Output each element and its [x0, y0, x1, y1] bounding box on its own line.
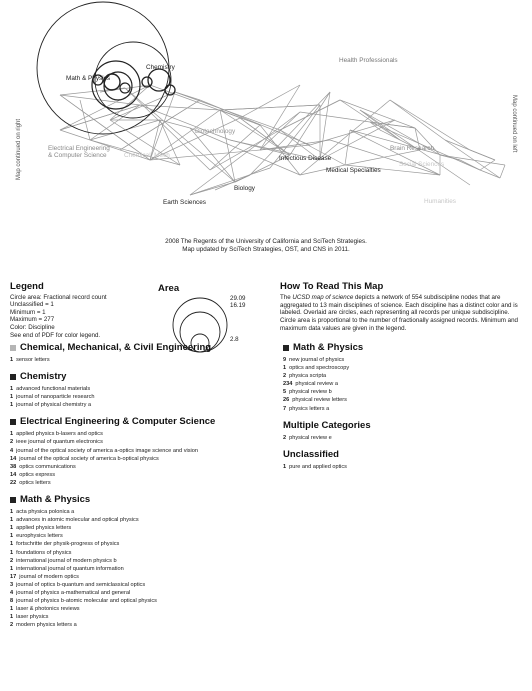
label-eecs-line1: Electrical Engineering [48, 145, 110, 152]
network-edge [320, 92, 330, 160]
journal-name: journal of physics b-atomic molecular and optical physics [16, 598, 157, 605]
network-edge [340, 100, 415, 128]
journal-count: 2 [10, 557, 14, 564]
discipline-section [10, 416, 270, 487]
journal-count: 1 [10, 386, 14, 393]
journal-item [283, 364, 523, 372]
journal-item [10, 393, 270, 401]
journal-item [283, 388, 523, 396]
journal-count: 1 [10, 549, 14, 556]
network-edge [290, 92, 330, 155]
journal-item [10, 549, 270, 557]
journal-item [10, 597, 270, 605]
journal-name: applied physics letters [16, 525, 72, 532]
science-map-network [0, 0, 532, 232]
discipline-title [283, 342, 523, 353]
discipline-title [10, 416, 270, 427]
howto-text [280, 294, 525, 333]
journal-item [10, 401, 270, 409]
legend-line: Unclassified = 1 [10, 301, 54, 309]
label-chemical-mech: Chemical, Mech [124, 152, 170, 159]
journal-name: journal of nanoparticle research [16, 394, 95, 401]
journal-item [10, 581, 270, 589]
network-edge [280, 100, 340, 130]
journal-count: 1 [10, 606, 14, 613]
area-value-min: 2.8 [230, 336, 239, 343]
journal-name: journal of physics a-mathematical and general [16, 589, 131, 596]
label-biology: Biology [234, 185, 255, 192]
journal-item [10, 516, 270, 524]
label-brain-research: Brain Research [390, 145, 435, 152]
area-scale [158, 283, 268, 343]
journal-name: physics letters a [289, 405, 330, 412]
journal-item [10, 540, 270, 548]
journal-item [10, 438, 270, 446]
label-math-physics: Math & Physics [66, 75, 111, 82]
journal-name: laser physics [16, 614, 49, 621]
journal-count: 1 [10, 525, 14, 532]
network-edge [470, 150, 495, 160]
discipline-section [283, 420, 523, 442]
credit-line-1: 2008 The Regents of the University of California and SciTech Strategies. [165, 238, 367, 245]
journal-item [283, 434, 523, 442]
journal-name: ieee journal of quantum electronics [16, 439, 103, 446]
discipline-title [283, 420, 523, 431]
journal-name: physical review letters [292, 397, 347, 404]
journal-name: modern physics letters a [16, 622, 77, 629]
journal-count: 14 [10, 471, 17, 478]
journal-name: international journal of modern physics b [16, 557, 117, 564]
journal-count: 2 [10, 622, 14, 629]
journal-item [10, 621, 270, 629]
area-value-max: 29.09 [230, 295, 246, 302]
legend-title: Legend [10, 281, 44, 292]
map-side-note-left: Map continued on right [16, 118, 22, 180]
journal-item [10, 356, 270, 364]
journal-count: 1 [283, 365, 287, 372]
journal-count: 22 [10, 479, 17, 486]
map-side-note-right: Map continued on left [511, 95, 517, 153]
network-edge [125, 88, 235, 182]
label-earth-sciences: Earth Sciences [163, 199, 206, 206]
discipline-title-text: Chemical, Mechanical, & Civil Engineering [20, 342, 212, 353]
journal-item [10, 430, 270, 438]
journal-count: 1 [10, 533, 14, 540]
journal-name: optics express [19, 471, 55, 478]
label-humanities: Humanities [424, 198, 456, 205]
discipline-title-text: Chemistry [20, 371, 67, 383]
discipline-section [283, 449, 523, 471]
area-title: Area [158, 283, 180, 294]
journal-item [10, 557, 270, 565]
discipline-color-marker [10, 497, 16, 503]
journal-item [10, 524, 270, 532]
howto-italic: UCSD map of science [292, 293, 354, 301]
journal-name: physica scripta [289, 373, 327, 380]
discipline-section [10, 342, 270, 364]
journal-name: acta physica polonica a [16, 509, 75, 516]
journal-item [10, 455, 270, 463]
howto-post: depicts a network of 554 subdiscipline nodes that are aggregated to 13 main disciplines of science. Each discipline has a distinct color and is labeled. Overlaid are circles, each representing all records per unique subdiscipline. Circle area is proportional to the number of fractionally assigned records. Minimum and maximum data values are given in the legend. [280, 293, 518, 332]
journal-name: physical review b [289, 389, 332, 396]
journal-name: foundations of physics [16, 549, 72, 556]
journal-item [10, 565, 270, 573]
journal-count: 7 [283, 405, 287, 412]
label-eecs-line2: & Computer Science [48, 152, 107, 159]
journal-count: 9 [283, 357, 287, 363]
network-edge [240, 85, 300, 118]
journal-name: journal of modern optics [19, 573, 79, 580]
howto-title: How To Read This Map [280, 281, 384, 292]
journal-count: 5 [283, 389, 287, 396]
journal-count: 2 [283, 373, 287, 380]
journal-item [10, 447, 270, 455]
journal-count: 2 [10, 439, 14, 446]
journal-item [10, 532, 270, 540]
label-infectious-disease: Infectious Disease [279, 155, 332, 162]
journal-item [283, 380, 523, 388]
journal-count: 1 [10, 541, 14, 548]
journal-name: international journal of quantum information [16, 565, 124, 572]
journal-item [10, 463, 270, 471]
discipline-color-marker [10, 374, 16, 380]
discipline-title-text: Unclassified [283, 448, 339, 460]
journal-count: 8 [10, 598, 14, 605]
journal-name: optics letters [19, 479, 51, 486]
legend-line: Minimum = 1 [10, 308, 46, 316]
journal-count: 14 [10, 455, 17, 462]
network-edge [500, 165, 505, 178]
journal-count: 1 [10, 394, 14, 401]
legend-line: Color: Discipline [10, 323, 55, 331]
journal-count: 1 [10, 509, 14, 516]
discipline-title-text: Math & Physics [20, 494, 91, 506]
journal-item [10, 605, 270, 613]
discipline-color-marker [10, 345, 16, 351]
discipline-title [283, 449, 523, 460]
legend-panel [10, 283, 155, 339]
label-medical-specialties: Medical Specialties [326, 167, 381, 174]
label-health-professionals: Health Professionals [339, 57, 398, 64]
journal-item [10, 385, 270, 393]
legend-lines [10, 294, 155, 340]
journal-count: 1 [283, 463, 287, 470]
journal-count: 26 [283, 397, 290, 404]
legend-line: Circle area: Fractional record count [10, 293, 107, 301]
journal-name: optics and spectroscopy [289, 365, 350, 372]
discipline-title-text: Electrical Engineering & Computer Science [20, 416, 216, 428]
journal-name: advanced functional materials [16, 386, 91, 393]
label-biotechnology: Biotechnology [195, 128, 236, 135]
network-edge [390, 100, 470, 150]
journal-count: 1 [10, 402, 14, 409]
journal-name: advances in atomic molecular and optical physics [16, 517, 139, 524]
network-edge [80, 100, 90, 140]
legend-line: Maximum = 277 [10, 316, 55, 324]
journal-count: 4 [10, 447, 14, 454]
journal-count: 1 [10, 431, 14, 438]
journal-item [10, 471, 270, 479]
journal-name: europhysics letters [16, 533, 63, 540]
journal-name: physical review e [289, 434, 332, 441]
discipline-color-marker [283, 345, 289, 351]
journal-name: fortschritte der physik-progress of physics [16, 541, 120, 548]
journal-item [283, 372, 523, 380]
journal-name: optics communications [19, 463, 76, 470]
journal-count: 1 [10, 517, 14, 524]
journal-name: physical review a [295, 381, 338, 388]
journal-item [10, 508, 270, 516]
discipline-title-text: Math & Physics [293, 342, 364, 353]
journal-count: 1 [10, 565, 14, 572]
legend-line: See end of PDF for color legend. [10, 331, 101, 339]
journal-count: 4 [10, 589, 14, 596]
journal-item [10, 613, 270, 621]
network-edge [190, 168, 270, 195]
journal-item [283, 405, 523, 413]
journal-count: 2 [283, 434, 287, 441]
network-edge [440, 155, 505, 165]
discipline-color-marker [10, 419, 16, 425]
journal-item [283, 463, 523, 471]
journal-count: 17 [10, 573, 17, 580]
journal-name: laser & photonics reviews [16, 606, 80, 613]
discipline-title [10, 342, 270, 353]
discipline-title [10, 371, 270, 382]
journal-name: applied physics b-lasers and optics [16, 431, 103, 438]
discipline-list-left [10, 342, 270, 636]
journal-item [10, 479, 270, 487]
journal-item [10, 589, 270, 597]
network-edges [60, 85, 505, 195]
label-chemistry: Chemistry [146, 64, 175, 71]
journal-name: pure and applied optics [289, 463, 347, 470]
discipline-list-right [283, 342, 523, 478]
discipline-section [283, 342, 523, 413]
area-value-mid: 16.19 [230, 302, 246, 309]
howto-pre: The [280, 293, 293, 301]
journal-item [283, 356, 523, 364]
journal-name: sensor letters [16, 357, 50, 363]
discipline-title-text: Multiple Categories [283, 419, 371, 431]
how-to-read-panel [280, 283, 525, 333]
journal-count: 3 [10, 581, 14, 588]
map-credit [0, 238, 532, 254]
discipline-section [10, 494, 270, 629]
discipline-title [10, 494, 270, 505]
journal-count: 234 [283, 381, 293, 388]
discipline-section [10, 371, 270, 409]
journal-name: journal of optics b-quantum and semiclassical optics [16, 581, 146, 588]
network-edge [190, 128, 235, 182]
journal-item [283, 396, 523, 404]
journal-name: new journal of physics [289, 357, 345, 363]
network-edge [160, 120, 190, 128]
journal-count: 38 [10, 463, 17, 470]
journal-count: 1 [10, 614, 14, 621]
journal-name: journal of the optical society of america b-optical physics [19, 455, 159, 462]
network-edge [220, 105, 320, 110]
label-social-sciences: Social Sciences [399, 161, 445, 168]
journal-name: journal of physical chemistry a [16, 402, 92, 409]
journal-name: journal of the optical society of america a-optics image science and vision [16, 447, 199, 454]
journal-count: 1 [10, 357, 14, 363]
science-map [0, 0, 532, 232]
journal-item [10, 573, 270, 581]
credit-line-2: Map updated by SciTech Strategies, OST, and CNS in 2011. [182, 246, 350, 253]
